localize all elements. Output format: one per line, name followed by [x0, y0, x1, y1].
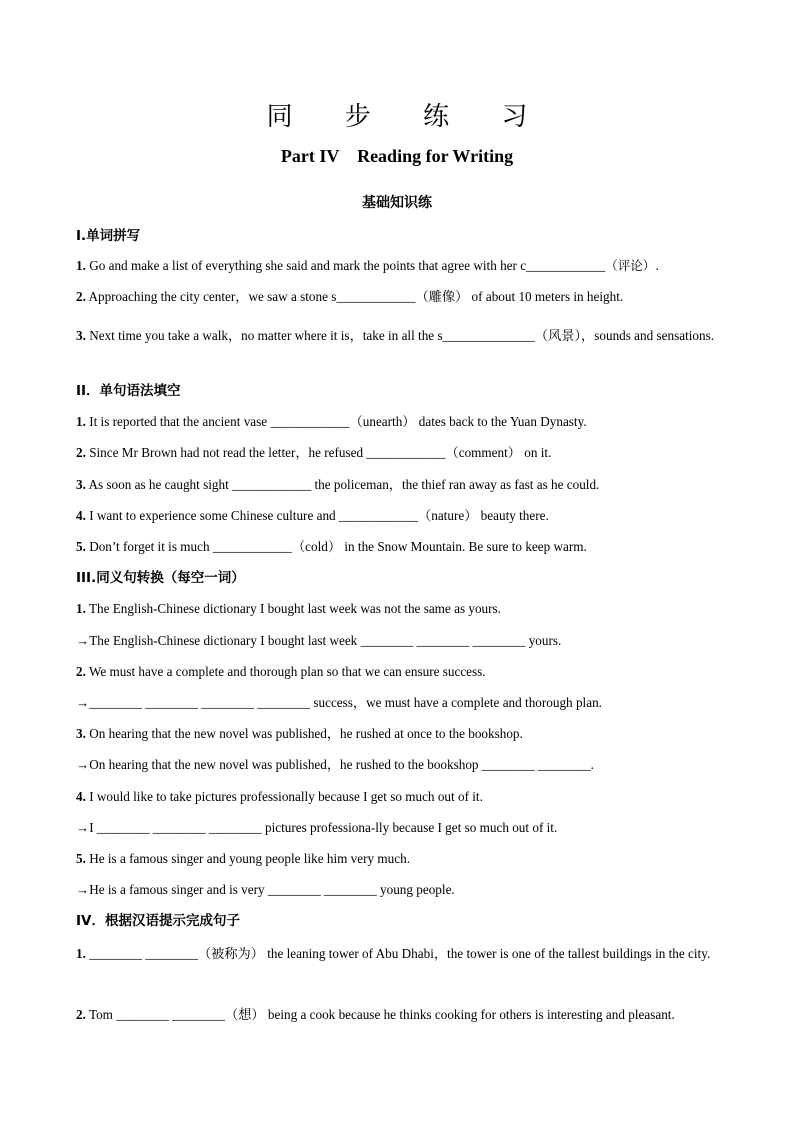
question-number: 1.: [76, 946, 86, 961]
part3-answer-5: →He is a famous singer and is very ________ ________ young people.: [76, 882, 455, 897]
part3-question-5: [76, 850, 718, 868]
question-number: 4.: [76, 789, 86, 804]
answer-blank[interactable]: s____________: [331, 289, 416, 304]
question-hint: （雕像） of about 10 meters in height.: [415, 289, 624, 304]
question-number: 2.: [76, 289, 86, 304]
part2-question-2: [76, 444, 718, 462]
question-text: ________ ________（被称为） the leaning tower of Abu Dhabi，the tower is one of the tallest buildings in the city.: [85, 946, 711, 961]
question-text: We must have a complete and thorough plan so that we can ensure success.: [85, 664, 486, 679]
part3-question-4: [76, 788, 718, 806]
question-text: Next time you take a walk，no matter where it is，take in all the: [85, 328, 438, 343]
part4-question-1: [76, 938, 718, 969]
part2-question-3: [76, 476, 718, 494]
part3-answer-1: →The English-Chinese dictionary I bought last week ________ ________ ________ yours.: [76, 633, 562, 648]
part1-question-3: [76, 320, 718, 351]
part3-question-1: [76, 600, 718, 618]
part2-question-1: [76, 413, 718, 431]
question-text: Approaching the city center，we saw a stone: [85, 289, 332, 304]
page-title: 同 步 练 习: [266, 102, 550, 132]
question-number: 4.: [76, 508, 86, 523]
question-text: He is a famous singer and young people like him very much.: [85, 851, 411, 866]
part3-question-2: [76, 663, 718, 681]
part1-question-2: [76, 288, 718, 306]
part2-question-5: [76, 538, 718, 556]
section-title: 基础知识练: [362, 195, 432, 211]
question-text: On hearing that the new novel was published，he rushed at once to the bookshop.: [85, 726, 523, 741]
part3-question-3: [76, 725, 718, 743]
question-number: 2.: [76, 664, 86, 679]
question-number: 3.: [76, 726, 86, 741]
part3-answer-4: →I ________ ________ ________ pictures professiona-lly because I get so much out of it.: [76, 820, 558, 835]
part3-answer-3: →On hearing that the new novel was published，he rushed to the bookshop ________ ________.: [76, 757, 594, 772]
question-number: 3.: [76, 477, 86, 492]
question-number: 1.: [76, 258, 86, 273]
question-number: 3.: [76, 328, 86, 343]
part3-heading: III.同义句转换（每空一词）: [76, 570, 245, 586]
question-text: As soon as he caught sight ____________ the policeman，the thief ran away as fast as he could.: [85, 477, 600, 492]
part2-heading: II．单句语法填空: [76, 383, 181, 399]
page-subtitle: Part IV Reading for Writing: [280, 146, 514, 166]
question-text: The English-Chinese dictionary I bought last week was not the same as yours.: [85, 601, 501, 616]
question-hint: （评论）.: [605, 258, 660, 273]
question-text: Since Mr Brown had not read the letter，he refused ____________（comment） on it.: [85, 445, 552, 460]
part3-answer-2: →________ ________ ________ ________ success，we must have a complete and thorough plan.: [76, 695, 602, 710]
question-text: I want to experience some Chinese culture and ____________（nature） beauty there.: [85, 508, 549, 523]
question-text: Don’t forget it is much ____________（cold） in the Snow Mountain. Be sure to keep warm.: [85, 539, 587, 554]
question-number: 5.: [76, 851, 86, 866]
part2-question-4: [76, 507, 718, 525]
question-number: 5.: [76, 539, 86, 554]
answer-blank[interactable]: s______________: [437, 328, 535, 343]
question-text: It is reported that the ancient vase ____________（unearth） dates back to the Yuan Dynasty.: [85, 414, 587, 429]
question-text: Go and make a list of everything she said and mark the points that agree with her: [85, 258, 521, 273]
part1-heading: Ⅰ.单词拼写: [76, 228, 141, 244]
question-text: Tom ________ ________（想） being a cook because he thinks cooking for others is interesting and pleasant.: [85, 1007, 675, 1022]
part1-question-1: [76, 257, 718, 275]
question-text: I would like to take pictures professionally because I get so much out of it.: [85, 789, 483, 804]
question-number: 2.: [76, 1007, 86, 1022]
part4-heading: IV．根据汉语提示完成句子: [76, 913, 240, 929]
question-number: 2.: [76, 445, 86, 460]
question-hint: （风景），sounds and sensations.: [534, 328, 715, 343]
answer-blank[interactable]: c____________: [520, 258, 606, 273]
question-number: 1.: [76, 601, 86, 616]
question-number: 1.: [76, 414, 86, 429]
part4-question-2: [76, 1006, 718, 1024]
